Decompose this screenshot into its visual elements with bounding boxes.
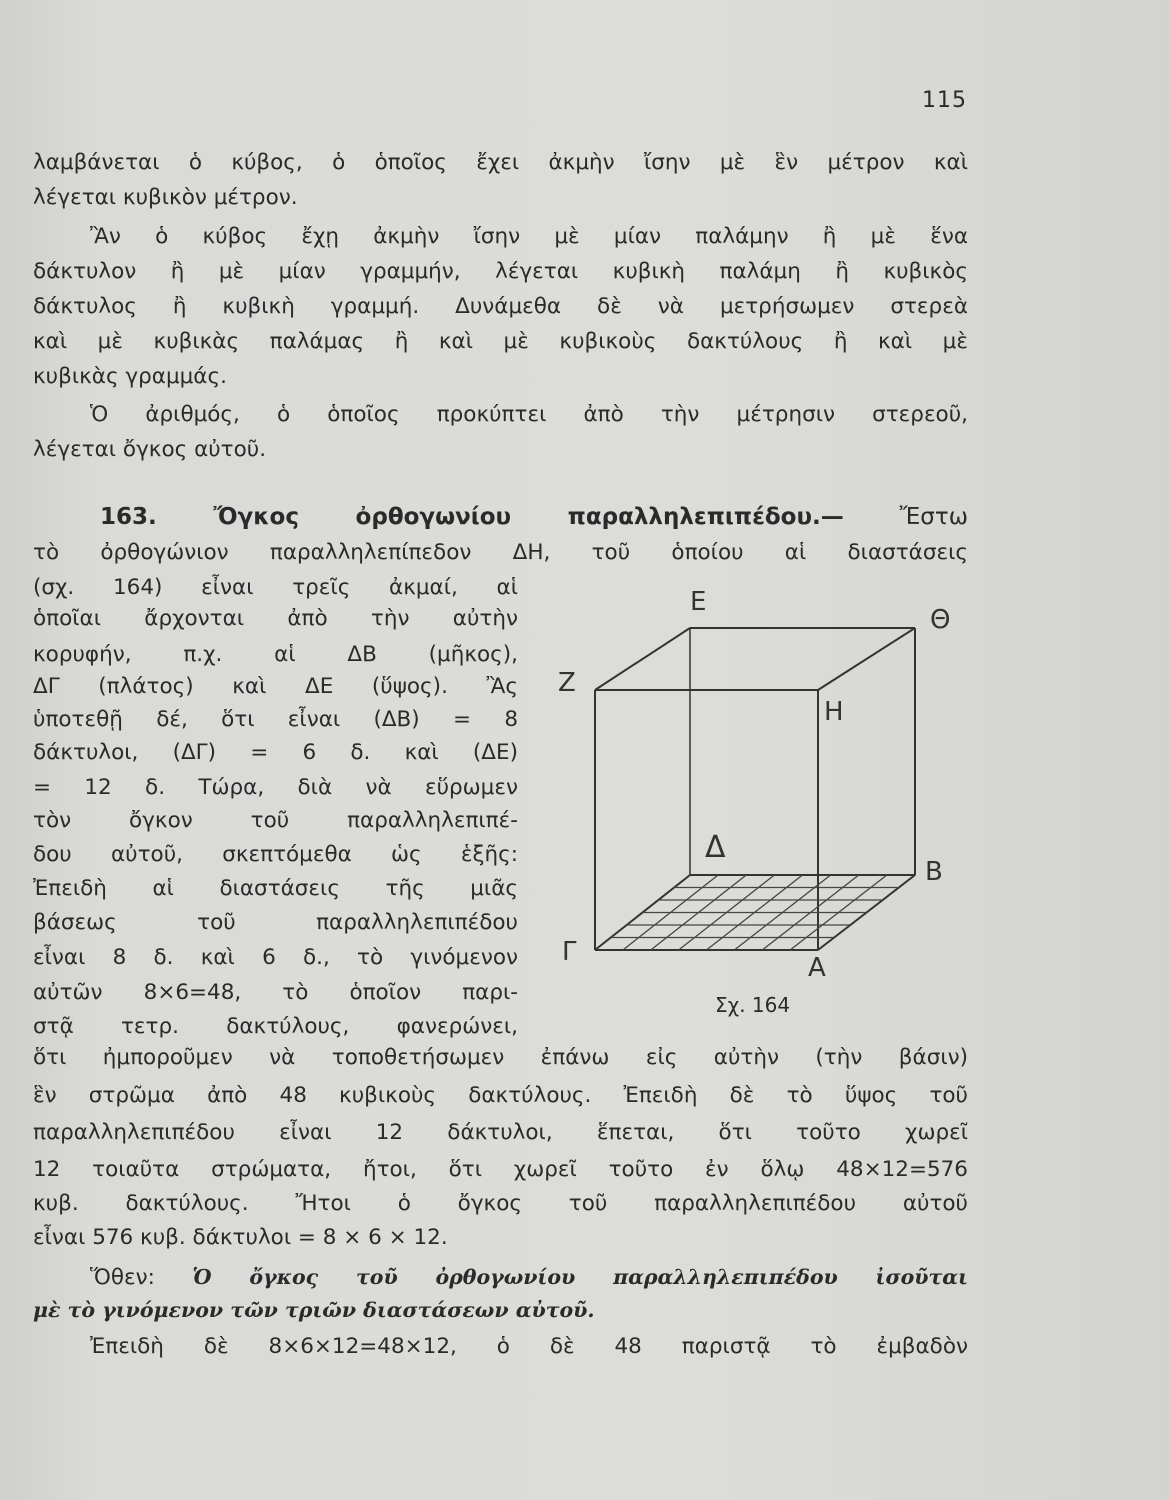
- s-line-12: βάσεως τοῦ παραλληλεπιπέδου: [33, 910, 518, 935]
- s-line-19: 12 τοιαῦτα στρώματα, ἤτοι, ὅτι χωρεῖ τοῦτο ἐν ὅλῳ 48×12=576: [33, 1157, 968, 1182]
- label-A: A: [808, 953, 826, 983]
- label-E: E: [690, 587, 707, 617]
- s-line-16: ὅτι ἠμποροῦμεν νὰ τοποθετήσωμεν ἐπάνω εἰς αὐτὴν (τὴν βάσιν): [33, 1045, 968, 1070]
- p2-line-3: δάκτυλος ἢ κυβικὴ γραμμή. Δυνάμεθα δὲ νὰ μετρήσωμεν στερεὰ: [33, 294, 968, 319]
- theorem-text-2: μὲ τὸ γινόμενον τῶν τριῶν διαστάσεων αὐτοῦ.: [33, 1298, 595, 1322]
- s-line-17: ἓν στρῶμα ἀπὸ 48 κυβικοὺς δακτύλους. Ἐπειδὴ δὲ τὸ ὕψος τοῦ: [33, 1083, 968, 1108]
- figure-caption: Σχ. 164: [715, 993, 791, 1017]
- parallelepiped-diagram: [540, 575, 970, 1025]
- s-line-3: ὁποῖαι ἄρχονται ἀπὸ τὴν αὐτὴν: [33, 606, 518, 631]
- top-edge-right: [818, 628, 915, 690]
- top-edge-left: [595, 628, 690, 690]
- s-line-8: = 12 δ. Τώρα, διὰ νὰ εὕρωμεν: [33, 775, 518, 800]
- p2-line-5: κυβικὰς γραμμάς.: [33, 364, 227, 389]
- s-line-5: ΔΓ (πλάτος) καὶ ΔΕ (ὕψος). Ἂς: [33, 674, 518, 699]
- p2-line-1: Ἂν ὁ κύβος ἔχῃ ἀκμὴν ἴσην μὲ μίαν παλάμην ἢ μὲ ἕνα: [90, 224, 968, 249]
- label-H: H: [824, 697, 844, 727]
- theorem-text-1: Ὁ ὄγκος τοῦ ὀρθογωνίου παραλληλεπιπέδου ἰσοῦται: [192, 1265, 968, 1289]
- s-line-6: ὑποτεθῇ δέ, ὅτι εἶναι (ΔΒ) = 8: [33, 707, 518, 732]
- p3-line-1: Ὁ ἀριθμός, ὁ ὁποῖος προκύπτει ἀπὸ τὴν μέτρησιν στερεοῦ,: [90, 402, 968, 427]
- p1-line-1: λαμβάνεται ὁ κύβος, ὁ ὁποῖος ἔχει ἀκμὴν ἴσην μὲ ἓν μέτρον καὶ: [33, 150, 968, 175]
- conclusion-lead: Ὅθεν:: [90, 1265, 193, 1290]
- s-line-4: κορυφήν, π.χ. αἱ ΔΒ (μῆκος),: [33, 642, 518, 667]
- label-Gamma: Γ: [562, 937, 577, 967]
- s-line-10: δου αὐτοῦ, σκεπτόμεθα ὡς ἑξῆς:: [33, 842, 518, 867]
- s-line-18: παραλληλεπιπέδου εἶναι 12 δάκτυλοι, ἕπεται, ὅτι τοῦτο χωρεῖ: [33, 1120, 968, 1145]
- page-number: 115: [922, 88, 967, 113]
- label-Delta: Δ: [705, 830, 726, 865]
- conclusion-line-1: [90, 1262, 968, 1293]
- figure-164: [540, 575, 970, 1025]
- conclusion-last-line: Ἐπειδὴ δὲ 8×6×12=48×12, ὁ δὲ 48 παριστᾷ τὸ ἐμβαδὸν: [90, 1334, 968, 1359]
- s-line-20: κυβ. δακτύλους. Ἤτοι ὁ ὄγκος τοῦ παραλληλεπιπέδου αὐτοῦ: [33, 1191, 968, 1216]
- label-Z: Z: [558, 668, 576, 698]
- s-line-7: δάκτυλοι, (ΔΓ) = 6 δ. καὶ (ΔΕ): [33, 740, 518, 765]
- section-heading-line: [100, 502, 968, 532]
- p2-line-4: καὶ μὲ κυβικὰς παλάμας ἢ καὶ μὲ κυβικοὺς δακτύλους ἢ καὶ μὲ: [33, 329, 968, 354]
- label-B: B: [925, 857, 943, 887]
- p2-line-2: δάκτυλον ἢ μὲ μίαν γραμμήν, λέγεται κυβικὴ παλάμη ἢ κυβικὸς: [33, 259, 968, 284]
- p1-line-2: λέγεται κυβικὸν μέτρον.: [33, 185, 298, 210]
- s-line-21: εἶναι 576 κυβ. δάκτυλοι = 8 × 6 × 12.: [33, 1225, 448, 1250]
- s-line-15: στᾷ τετρ. δακτύλους, φανερώνει,: [33, 1014, 518, 1039]
- label-Theta: Θ: [930, 605, 951, 635]
- section-heading-rest: Ἔστω: [899, 504, 968, 530]
- s-line-11: Ἐπειδὴ αἱ διαστάσεις τῆς μιᾶς: [33, 876, 518, 901]
- section-heading: 163. Ὄγκος ὀρθογωνίου παραλληλεπιπέδου.—: [100, 504, 844, 530]
- s-line-1: τὸ ὀρθογώνιον παραλληλεπίπεδον ΔΗ, τοῦ ὁποίου αἱ διαστάσεις: [33, 540, 968, 565]
- p3-line-2: λέγεται ὄγκος αὐτοῦ.: [33, 437, 267, 462]
- base-grid: [611, 875, 899, 950]
- s-line-2: (σχ. 164) εἶναι τρεῖς ἀκμαί, αἱ: [33, 575, 518, 600]
- s-line-13: εἶναι 8 δ. καὶ 6 δ., τὸ γινόμενον: [33, 945, 518, 970]
- s-line-9: τὸν ὄγκον τοῦ παραλληλεπιπέ-: [33, 808, 518, 833]
- s-line-14: αὐτῶν 8×6=48, τὸ ὁποῖον παρι-: [33, 980, 518, 1005]
